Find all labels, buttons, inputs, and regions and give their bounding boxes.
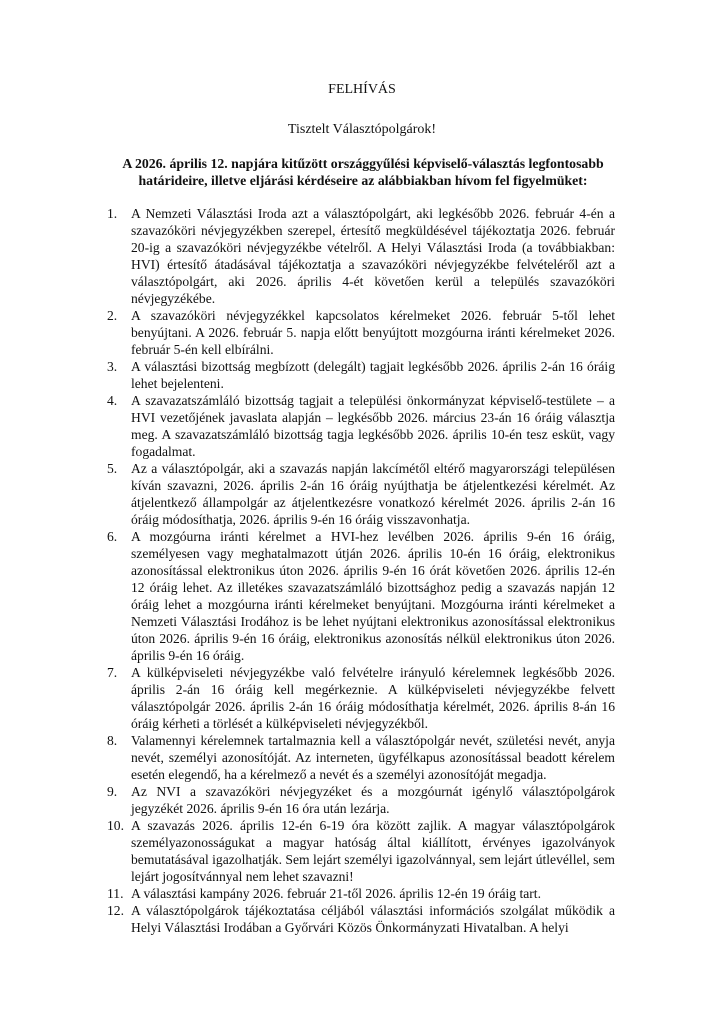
list-item-number: 5. xyxy=(107,461,118,476)
list-item xyxy=(0,783,724,817)
list-item-text: A szavazóköri névjegyzékkel kapcsolatos kérelmeket 2026. február 5-től lehet benyújtani. A 2026. február 5. napja előtt benyújtott mozgóurna iránti kérelmeket 2026. február 5-én kell elbírálni. xyxy=(131,308,615,357)
list-item xyxy=(0,392,724,460)
list-item xyxy=(0,885,724,902)
deadline-list xyxy=(0,205,724,936)
list-item-text: A mozgóurna iránti kérelmet a HVI-hez levélben 2026. április 9-én 16 óráig, személyesen vagy meghatalmazott útján 2026. április 10-én 16 óráig, elektronikus azonosítással elektronikus úton 2026. április 9-én 16 órát követően 2026. április 12-én 12 óráig lehet. Az illetékes szavazatszámláló bizottsághoz pedig a szavazás napján 12 óráig lehet a mozgóurna iránti kérelmeket benyújtani. Mozgóurna iránti kérelmeket a Nemzeti Választási Irodához is be lehet nyújtani elektronikus azonosítással elektronikus úton 2026. április 9-én 16 óráig, elektronikus azonosítás nélkül elektronikus úton 2026. április 9-én 16 óráig. xyxy=(131,529,615,663)
list-item-number: 12. xyxy=(107,903,124,918)
list-item-text: A Nemzeti Választási Iroda azt a választópolgárt, aki legkésőbb 2026. február 4-én a szavazóköri névjegyzékben szerepel, értesítő megküldésével tájékoztatja 2026. február 20-ig a szavazóköri névjegyzékbe vételről. A Helyi Választási Iroda (a továbbiakban: HVI) értesítő átadásával tájékoztatja a szavazóköri névjegyzékbe felvételéről azt a választópolgárt, aki 2026. április 4-ét követően kerül a település szavazóköri névjegyzékébe. xyxy=(131,206,615,306)
greeting: Tisztelt Választópolgárok! xyxy=(287,122,437,137)
document-title: FELHÍVÁS xyxy=(328,82,396,97)
list-item xyxy=(0,664,724,732)
list-item xyxy=(0,732,724,783)
list-item-number: 8. xyxy=(107,733,118,748)
list-item xyxy=(0,528,724,664)
list-item xyxy=(0,307,724,358)
list-item xyxy=(0,460,724,528)
list-item-number: 11. xyxy=(107,886,124,901)
list-item-number: 4. xyxy=(107,393,118,408)
list-item-number: 10. xyxy=(107,818,124,833)
list-item-text: A választási kampány 2026. február 21-től 2026. április 12-én 19 óráig tart. xyxy=(131,886,541,901)
list-item-text: A szavazatszámláló bizottság tagjait a települési önkormányzat képviselő-testülete – a HVI vezetőjének javaslata alapján – legkésőbb 2026. március 23-án 16 óráig választja meg. A szavazatszámláló bizottság tagja legkésőbb 2026. április 10-én tesz esküt, vagy fogadalmat. xyxy=(131,393,615,459)
list-item-text: A külképviseleti névjegyzékbe való felvételre irányuló kérelemnek legkésőbb 2026. április 2-án 16 óráig kell megérkeznie. A külképviseleti névjegyzékbe felvett választópolgár 2026. április 2-án 16 óráig módosíthatja kérelmét, 2026. április 8-án 16 óráig kérheti a törlését a külképviseleti névjegyzékből. xyxy=(131,665,615,731)
list-item-text: Valamennyi kérelemnek tartalmaznia kell a választópolgár nevét, születési nevét, anyja nevét, személyi azonosítóját. Az interneten, ügyfélkapus azonosítással beadott kérelem esetén elegendő, ha a kérelmező a nevét és a személyi azonosítóját megadja. xyxy=(131,733,615,782)
list-item-number: 3. xyxy=(107,359,118,374)
list-item-text: Az NVI a szavazóköri névjegyzéket és a mozgóurnát igénylő választópolgárok jegyzékét 2026. április 9-én 16 óra után lezárja. xyxy=(131,784,615,816)
list-item xyxy=(0,902,724,936)
list-item xyxy=(0,205,724,307)
intro-paragraph: A 2026. április 12. napjára kitűzött országgyűlési képviselő-választás legfontosabb határideire, illetve eljárási kérdéseire az alábbiakban hívom fel figyelmüket: xyxy=(122,156,604,188)
list-item xyxy=(0,817,724,885)
list-item-text: A választópolgárok tájékoztatása céljából választási információs szolgálat működik a Helyi Választási Irodában a Győrvári Közös Önkormányzati Hivatalban. A helyi xyxy=(131,903,615,935)
list-item-number: 9. xyxy=(107,784,118,799)
list-item-number: 7. xyxy=(107,665,118,680)
list-item-text: A választási bizottság megbízott (delegált) tagjait legkésőbb 2026. április 2-án 16 óráig lehet bejelenteni. xyxy=(131,359,615,391)
list-item xyxy=(0,358,724,392)
list-item-text: Az a választópolgár, aki a szavazás napján lakcímétől eltérő magyarországi településen kíván szavazni, 2026. április 2-án 16 óráig nyújthatja be átjelentkezési kérelmét. Az átjelentkező állampolgár az átjelentkezésre vonatkozó kérelmét 2026. április 2-án 16 óráig módosíthatja, 2026. április 9-én 16 óráig visszavonhatja. xyxy=(131,461,615,527)
list-item-number: 1. xyxy=(107,206,118,221)
list-item-text: A szavazás 2026. április 12-én 6-19 óra között zajlik. A magyar választópolgárok személyazonosságukat a magyar hatóság által kiállított, érvényes igazolványok bemutatásával igazolhatják. Sem lejárt személyi igazolvánnyal, sem lejárt útlevéllel, sem lejárt jogosítvánnyal nem lehet szavazni! xyxy=(131,818,615,884)
list-item-number: 2. xyxy=(107,308,118,323)
list-item-number: 6. xyxy=(107,529,118,544)
